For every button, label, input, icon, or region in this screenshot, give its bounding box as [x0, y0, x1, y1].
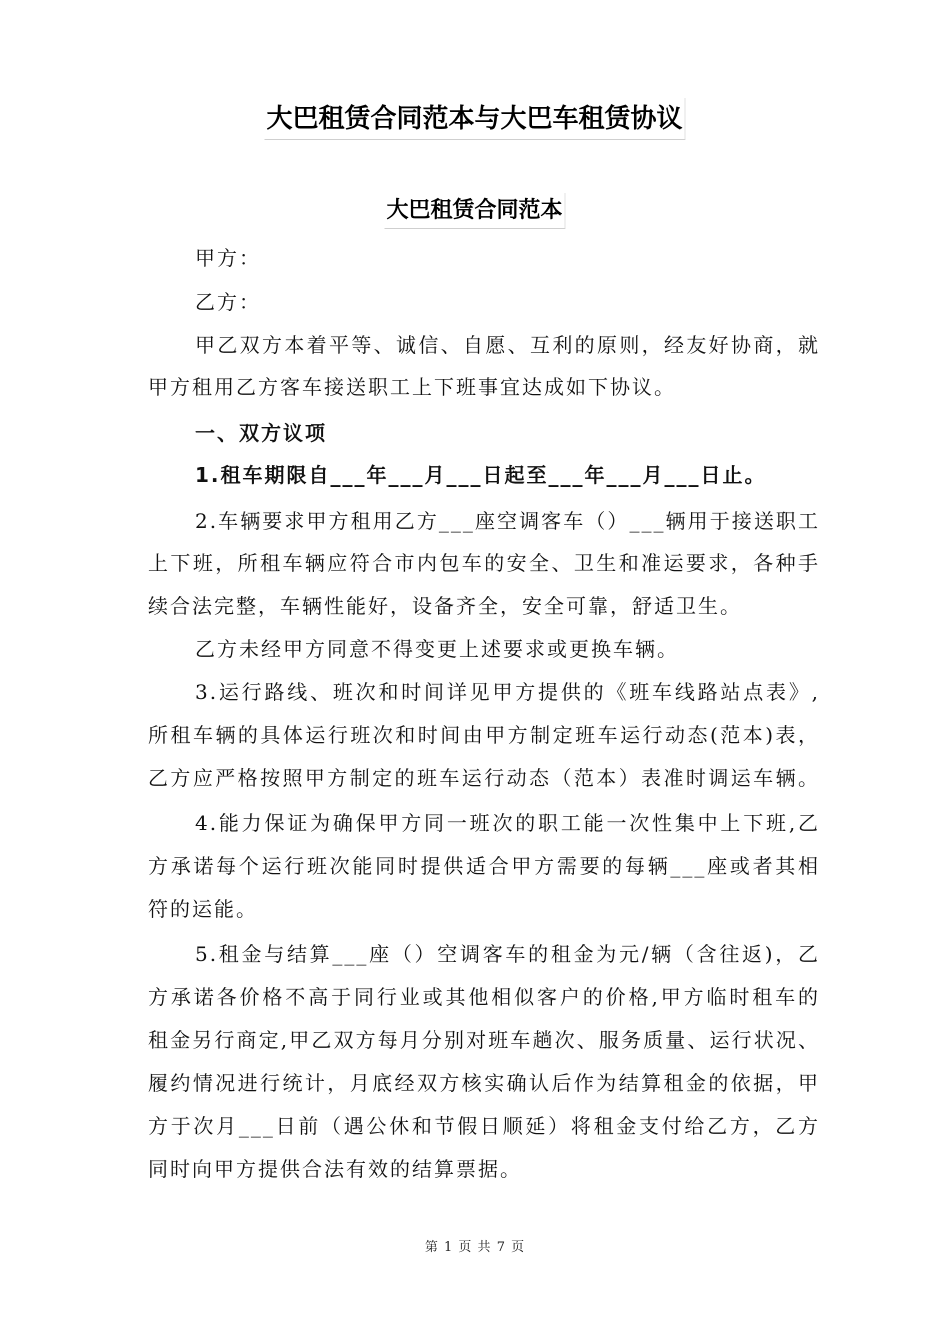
clause-3-line: 3.运行路线、班次和时间详见甲方提供的《班车线路站点表》, — [195, 680, 820, 704]
paragraph-line: 同时向甲方提供合法有效的结算票据。 — [148, 1157, 522, 1181]
paragraph-line: 续合法完整，车辆性能好，设备齐全，安全可靠，舒适卫生。 — [148, 594, 742, 618]
party-a-line: 甲方： — [195, 246, 261, 270]
paragraph-line: 甲乙双方本着平等、诚信、自愿、互利的原则，经友好协商，就 — [195, 333, 820, 357]
paragraph-line: 租金另行商定,甲乙双方每月分别对班车趟次、服务质量、运行状况、 — [148, 1028, 820, 1052]
paragraph-line: 方承诺各价格不高于同行业或其他相似客户的价格,甲方临时租车的 — [148, 985, 820, 1009]
paragraph-line: 上下班，所租车辆应符合市内包车的安全、卫生和准运要求，各种手 — [148, 551, 820, 575]
clause-5-line: 5.租金与结算___座（）空调客车的租金为元/辆（含往返)，乙 — [195, 942, 820, 966]
clause-4-line: 4.能力保证为确保甲方同一班次的职工能一次性集中上下班,乙 — [195, 811, 820, 835]
document-title: 大巴租赁合同范本与大巴车租赁协议 — [264, 98, 685, 140]
paragraph-line: 符的运能。 — [148, 897, 258, 921]
clause-1-line: 1.租车期限自___年___月___日起至___年___月___日止。 — [195, 463, 767, 487]
paragraph-line: 方于次月___日前（遇公休和节假日顺延）将租金支付给乙方，乙方 — [148, 1114, 820, 1138]
paragraph-line: 方承诺每个运行班次能同时提供适合甲方需要的每辆___座或者其相 — [148, 854, 820, 878]
section-title: 大巴租赁合同范本 — [384, 193, 565, 229]
party-b-line: 乙方： — [195, 290, 261, 314]
clause-2-line: 2.车辆要求甲方租用乙方___座空调客车（）___辆用于接送职工 — [195, 509, 820, 533]
paragraph-line: 履约情况进行统计，月底经双方核实确认后作为结算租金的依据，甲 — [148, 1071, 820, 1095]
section-heading: 一、双方议项 — [195, 421, 327, 445]
paragraph-line: 乙方未经甲方同意不得变更上述要求或更换车辆。 — [195, 637, 679, 661]
paragraph-line: 所租车辆的具体运行班次和时间由甲方制定班车运行动态(范本)表， — [148, 723, 820, 747]
paragraph-line: 甲方租用乙方客车接送职工上下班事宜达成如下协议。 — [148, 375, 676, 399]
paragraph-line: 乙方应严格按照甲方制定的班车运行动态（范本）表准时调运车辆。 — [148, 766, 820, 790]
page-number-footer: 第 1 页 共 7 页 — [424, 1240, 526, 1255]
